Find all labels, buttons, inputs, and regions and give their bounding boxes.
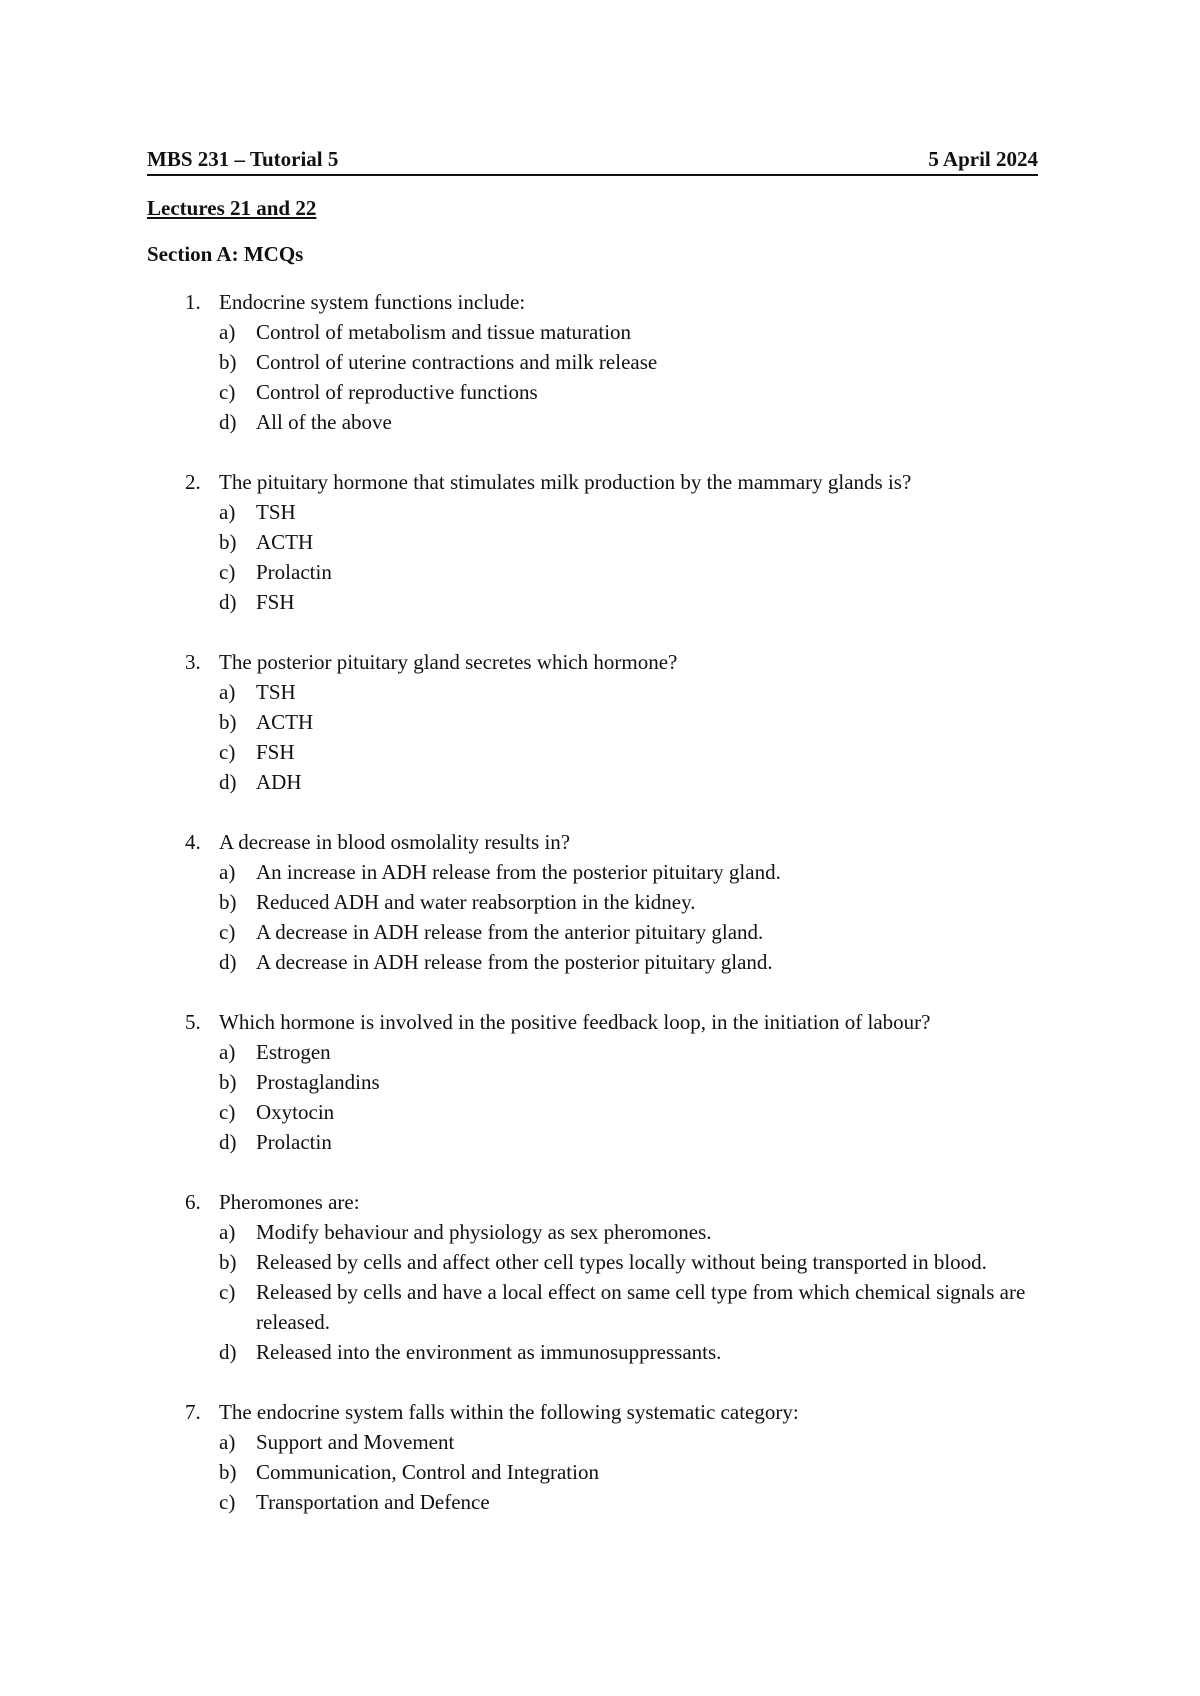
option [147, 767, 1047, 797]
option [147, 737, 1047, 767]
option [147, 947, 1047, 977]
option-letter: c) [219, 1100, 236, 1124]
option [147, 407, 1047, 437]
question-number: 6. [185, 1190, 201, 1214]
option-letter: c) [219, 920, 236, 944]
option-text: FSH [256, 740, 295, 764]
option-text: ACTH [256, 530, 314, 554]
question-text: Pheromones are: [219, 1190, 360, 1214]
option-text: Reduced ADH and water reabsorption in the kidney. [256, 890, 696, 914]
question-number: 5. [185, 1010, 201, 1034]
option-text: Modify behaviour and physiology as sex pheromones. [256, 1220, 712, 1244]
option-letter: d) [219, 410, 237, 434]
option-text: Communication, Control and Integration [256, 1460, 599, 1484]
option-letter: a) [219, 320, 236, 344]
option-letter: d) [219, 1340, 237, 1364]
question [147, 827, 1047, 977]
option [147, 1427, 1047, 1457]
option-text: An increase in ADH release from the posterior pituitary gland. [256, 860, 781, 884]
option-text: Released into the environment as immunosuppressants. [256, 1340, 722, 1364]
option [147, 1037, 1047, 1067]
lectures-heading: Lectures 21 and 22 [147, 196, 317, 220]
option-text: Transportation and Defence [256, 1490, 490, 1514]
option-letter: a) [219, 1220, 236, 1244]
option-text: Support and Movement [256, 1430, 455, 1454]
option-text: TSH [256, 500, 296, 524]
option [147, 677, 1047, 707]
option-letter: b) [219, 350, 237, 374]
option-text: A decrease in ADH release from the anterior pituitary gland. [256, 920, 764, 944]
question-number: 7. [185, 1400, 201, 1424]
question-text: The endocrine system falls within the following systematic category: [219, 1400, 799, 1424]
option-letter: c) [219, 1280, 236, 1304]
option-letter: d) [219, 1130, 237, 1154]
option-letter: a) [219, 680, 236, 704]
option [147, 1097, 1047, 1127]
question-number: 4. [185, 830, 201, 854]
option-text: Estrogen [256, 1040, 331, 1064]
option-text: Control of reproductive functions [256, 380, 538, 404]
option [147, 557, 1047, 587]
option-text: Released by cells and have a local effect on same cell type from which chemical signals are released. [256, 1280, 1026, 1334]
option-text: FSH [256, 590, 295, 614]
option-text: All of the above [256, 410, 392, 434]
option-letter: b) [219, 710, 237, 734]
option-letter: a) [219, 1040, 236, 1064]
option [147, 1067, 1047, 1097]
option-text: Control of uterine contractions and milk release [256, 350, 658, 374]
section-heading: Section A: MCQs [147, 242, 304, 266]
option-text: Oxytocin [256, 1100, 335, 1124]
option [147, 1487, 1047, 1517]
option-text: A decrease in ADH release from the posterior pituitary gland. [256, 950, 773, 974]
option [147, 527, 1047, 557]
option-letter: d) [219, 950, 237, 974]
question-text: A decrease in blood osmolality results in? [219, 830, 571, 854]
option-text: Released by cells and affect other cell types locally without being transported in blood. [256, 1250, 987, 1274]
option [147, 1247, 1047, 1277]
question [147, 647, 1047, 797]
document-header [147, 147, 1038, 176]
question-number: 3. [185, 650, 201, 674]
question-number: 2. [185, 470, 201, 494]
option [147, 857, 1047, 887]
question [147, 287, 1047, 437]
option-letter: c) [219, 740, 236, 764]
question [147, 1007, 1047, 1157]
option [147, 317, 1047, 347]
option [147, 707, 1047, 737]
option-text: ADH [256, 770, 302, 794]
question [147, 467, 1047, 617]
question-text: The pituitary hormone that stimulates milk production by the mammary glands is? [219, 470, 912, 494]
option-text: Prolactin [256, 1130, 332, 1154]
option [147, 887, 1047, 917]
question-text: The posterior pituitary gland secretes which hormone? [219, 650, 678, 674]
option-letter: b) [219, 1250, 237, 1274]
option [147, 1127, 1047, 1157]
option [147, 347, 1047, 377]
option-letter: c) [219, 1490, 236, 1514]
option [147, 587, 1047, 617]
question [147, 1397, 1047, 1517]
option [147, 377, 1047, 407]
option-letter: b) [219, 890, 237, 914]
question-number: 1. [185, 290, 201, 314]
document-date: 5 April 2024 [928, 147, 1038, 171]
option [147, 497, 1047, 527]
option [147, 1337, 1047, 1367]
course-title: MBS 231 – Tutorial 5 [147, 147, 339, 171]
question-list [147, 287, 1047, 1547]
option [147, 1457, 1047, 1487]
option [147, 1277, 1047, 1337]
option-letter: a) [219, 500, 236, 524]
option-text: ACTH [256, 710, 314, 734]
option-text: TSH [256, 680, 296, 704]
question [147, 1187, 1047, 1367]
question-text: Endocrine system functions include: [219, 290, 526, 314]
option-text: Control of metabolism and tissue maturation [256, 320, 632, 344]
option-letter: b) [219, 1070, 237, 1094]
option-letter: a) [219, 860, 236, 884]
option-letter: c) [219, 560, 236, 584]
question-text: Which hormone is involved in the positive feedback loop, in the initiation of labour? [219, 1010, 931, 1034]
option-letter: d) [219, 770, 237, 794]
option-letter: b) [219, 530, 237, 554]
option-text: Prolactin [256, 560, 332, 584]
option [147, 917, 1047, 947]
option [147, 1217, 1047, 1247]
option-letter: b) [219, 1460, 237, 1484]
option-text: Prostaglandins [256, 1070, 380, 1094]
option-letter: c) [219, 380, 236, 404]
option-letter: a) [219, 1430, 236, 1454]
option-letter: d) [219, 590, 237, 614]
